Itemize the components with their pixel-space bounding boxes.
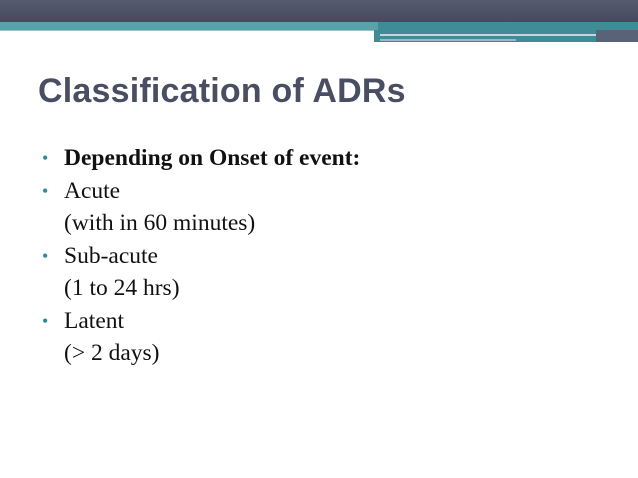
bullet-subtext: (1 to 24 hrs) [64, 275, 180, 301]
header-notch-line [380, 39, 516, 41]
header-thin-rule [0, 30, 374, 31]
bullet-dot: • [42, 180, 49, 201]
bullet-text: Acute [64, 177, 121, 204]
bullet-subtext: (with in 60 minutes) [64, 210, 256, 236]
bullet-dot: • [42, 310, 49, 331]
bullet-dot: • [42, 245, 49, 266]
bullet-text: Latent [64, 307, 125, 334]
bullet-text: Depending on Onset of event: [64, 145, 361, 171]
header-notch-cap [596, 30, 638, 42]
bullet-subtext: (> 2 days) [64, 340, 160, 366]
header-accent-stripe-left [0, 22, 378, 30]
slide-title: Classification of ADRs [38, 72, 406, 110]
header-band-shade [0, 0, 638, 22]
bullet-text: Sub-acute [64, 242, 158, 269]
bullet-dot: • [42, 148, 49, 168]
